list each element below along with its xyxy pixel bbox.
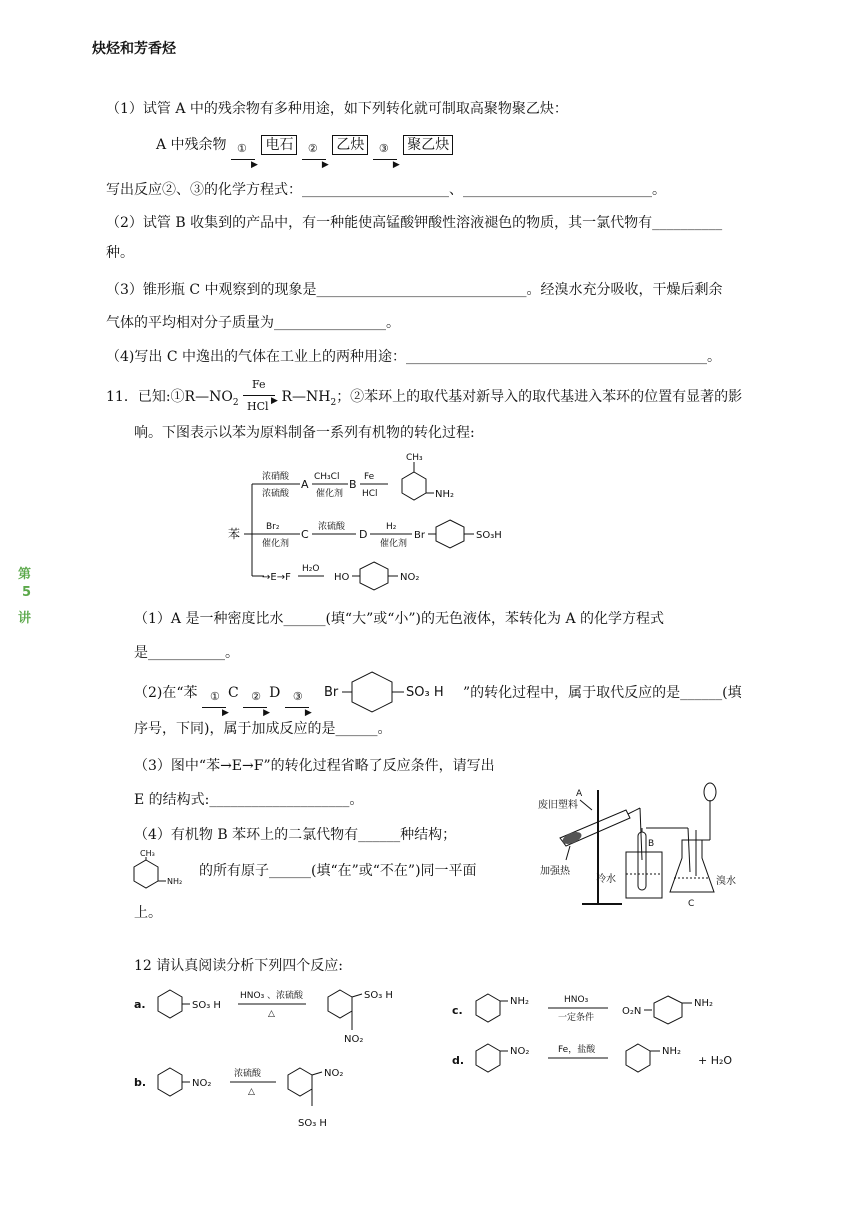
- reaction-d-reagent: Fe，盐酸: [558, 1045, 596, 1055]
- scheme-B: B: [349, 478, 357, 491]
- q11-known-2: R—NH: [281, 389, 331, 405]
- q10-line-5: （3）锥形瓶 C 中观察到的现象是______________________________。经溴水充分吸收，干燥后剩余: [106, 282, 723, 298]
- reaction-c-reagent: HNO₃: [564, 995, 589, 1005]
- q10-scheme: A 中残余物 ① ▶ 电石 ② ▶ 乙炔 ③ ▶ 聚乙炔: [156, 135, 453, 155]
- q11-known-1: 11．已知:①R—NO: [106, 389, 233, 405]
- q11-arrow-top: Fe: [252, 378, 266, 391]
- r3-top: H₂O: [302, 564, 320, 574]
- reaction-b-product-sub1: NO₂: [324, 1068, 344, 1079]
- p2-C: C: [227, 685, 239, 701]
- p2-so3h: SO₃ H: [406, 685, 444, 700]
- q10-line-2: 写出反应②、③的化学方程式：_____________________、___________________________。: [106, 182, 666, 198]
- r1-top: 浓硝酸: [262, 472, 290, 482]
- r1c-top: Fe: [364, 472, 375, 482]
- reaction-c-substituent: NH₂: [510, 996, 530, 1007]
- reaction-a-label: a.: [134, 998, 146, 1011]
- r2-top: Br₂: [266, 522, 280, 532]
- q11-known-3: ；②苯环上的取代基对新导入的取代基进入苯环的位置有显著的影: [336, 389, 743, 405]
- r1c-bot: HCl: [362, 489, 378, 499]
- q10-line-4: 种。: [106, 245, 134, 261]
- reaction-c-label: c.: [452, 1004, 463, 1017]
- p2-step-1: ①: [209, 690, 220, 703]
- q12-title: 12 请认真阅读分析下列四个反应:: [134, 958, 343, 974]
- q11-line-1: [106, 378, 743, 413]
- q10-line-3: （2）试管 B 收集到的产品中，有一种能使高锰酸钾酸性溶液褪色的物质，其一氯代物有__________: [106, 215, 723, 231]
- arrow-label-1: ①: [237, 142, 247, 155]
- q11-line-2: 响。下图表示以苯为原料制备一系列有机物的转化过程:: [134, 425, 475, 441]
- apparatus-heat: 加强热: [540, 866, 570, 877]
- r1-bot: 浓硫酸: [262, 489, 290, 499]
- scheme-EF: →E→F: [262, 572, 291, 583]
- reaction-b-substituent: NO₂: [192, 1078, 212, 1089]
- arrow-label-2: ②: [307, 142, 318, 155]
- p1-substituent: CH₃: [406, 453, 423, 463]
- q10-line-1: （1）试管 A 中的残余物有多种用途，如下列转化就可制取高聚物聚乙炔：: [106, 101, 568, 117]
- toluidine-ch3: CH₃: [140, 849, 155, 858]
- reaction-b-condition: △: [248, 1087, 255, 1097]
- reaction-c-condition: 一定条件: [558, 1013, 595, 1023]
- reaction-a-product-sub2: NO₂: [344, 1034, 364, 1045]
- scheme-A: A: [301, 478, 309, 491]
- scheme-benzene: 苯: [228, 527, 241, 541]
- sidebar-label-2: 5: [22, 585, 32, 600]
- reaction-d-product-sub: NH₂: [662, 1046, 682, 1057]
- p2-step-3: ③: [292, 690, 303, 703]
- arrow-label-3: ③: [378, 142, 389, 155]
- apparatus-C: C: [688, 899, 695, 909]
- scheme-box-1: 电石: [261, 135, 297, 155]
- q11-part-3b: E 的结构式:____________________。: [134, 792, 364, 808]
- document-header: 炔烃和芳香烃: [92, 41, 176, 57]
- q11-part-3a: （3）图中“苯→E→F”的转化过程省略了反应条件，请写出: [134, 758, 495, 774]
- reaction-d-byproduct: + H₂O: [698, 1054, 733, 1067]
- q11-part-1a: （1）A 是一种密度比水______(填“大”或“小”)的无色液体，苯转化为 A 的化学方程式: [134, 611, 665, 627]
- p2-right: SO₃H: [476, 530, 502, 541]
- q10-line-7: （4)写出 C 中逸出的气体在工业上的两种用途：___________________________________________。: [106, 349, 721, 365]
- q11-part-1b: 是___________。: [134, 645, 239, 661]
- scheme-box-3: 聚乙炔: [403, 135, 453, 155]
- r1b-bot: 催化剂: [316, 489, 344, 499]
- reaction-b-reagent: 浓硫酸: [234, 1069, 262, 1079]
- scheme-box-2: 乙炔: [332, 135, 368, 155]
- reaction-d-substituent: NO₂: [510, 1046, 530, 1057]
- q12-reactions-ab: [130, 980, 420, 1140]
- q11-part-2b: ”的转化过程中，属于取代反应的是______(填: [463, 685, 742, 701]
- r1b-top: CH₃Cl: [314, 472, 340, 482]
- scheme-start: A 中残余物: [156, 137, 227, 153]
- p2-br: Br: [324, 685, 339, 700]
- sidebar-label-3: 讲: [18, 611, 32, 626]
- q11-part-2a: （2)在“苯 ① ▶ C ② ▶ D ③ ▶: [134, 685, 312, 718]
- p1-group: NH₂: [435, 489, 455, 500]
- apparatus-bromine-water: 溴水: [716, 876, 736, 887]
- apparatus-plastic: 废旧塑料: [538, 800, 578, 811]
- q11-arrow-bottom: HCl: [247, 400, 269, 413]
- r2-bot: 催化剂: [262, 539, 290, 549]
- q11-part-2c: 序号，下同)，属于加成反应的是______。: [134, 721, 392, 737]
- apparatus-cold-water: 冷水: [596, 874, 616, 885]
- reaction-d-label: d.: [452, 1054, 465, 1067]
- p2-step-2: ②: [251, 690, 262, 703]
- r2c-bot: 催化剂: [380, 539, 408, 549]
- toluidine-nh2: NH₂: [167, 877, 183, 886]
- lab-apparatus: [530, 780, 766, 910]
- reaction-c-product-right: NH₂: [694, 998, 714, 1009]
- p2-start: （2)在“苯: [134, 685, 198, 701]
- q10-line-6: 气体的平均相对分子质量为________________。: [106, 315, 400, 331]
- p2-product-structure: [318, 668, 468, 714]
- q11-part-4a: （4）有机物 B 苯环上的二氯代物有______种结构；: [134, 827, 457, 843]
- q11-sub-1: 2: [232, 397, 239, 408]
- r2c-top: H₂: [386, 522, 397, 532]
- p2-left: Br: [414, 530, 425, 541]
- q11-reaction-scheme: [228, 452, 528, 592]
- toluidine-structure: [130, 846, 196, 894]
- p3-left: HO: [334, 572, 350, 583]
- p2-D: D: [269, 685, 281, 701]
- reaction-c-product-left: O₂N: [622, 1006, 642, 1017]
- reaction-b-product-sub2: SO₃ H: [298, 1118, 327, 1129]
- q11-arrow: Fe ▶ HCl: [243, 387, 277, 401]
- apparatus-A: A: [576, 789, 583, 799]
- sidebar-label-1: 第: [18, 567, 32, 582]
- reaction-b-label: b.: [134, 1076, 147, 1089]
- reaction-a-substituent: SO₃ H: [192, 1000, 221, 1011]
- reaction-a-product-sub1: SO₃ H: [364, 990, 393, 1001]
- scheme-D: D: [359, 528, 368, 541]
- reaction-a-condition: △: [268, 1009, 275, 1019]
- r2b-top: 浓硫酸: [318, 522, 346, 532]
- q12-reactions-cd: [448, 984, 748, 1096]
- q11-sub-2: 2: [330, 397, 337, 408]
- apparatus-B: B: [648, 839, 655, 849]
- q11-part-4b: 的所有原子______(填“在”或“不在”)同一平面: [199, 863, 477, 879]
- q11-part-4c: 上。: [134, 905, 162, 921]
- scheme-C: C: [301, 528, 309, 541]
- p3-right: NO₂: [400, 572, 420, 583]
- reaction-a-reagent: HNO₃ 、浓硫酸: [240, 991, 304, 1001]
